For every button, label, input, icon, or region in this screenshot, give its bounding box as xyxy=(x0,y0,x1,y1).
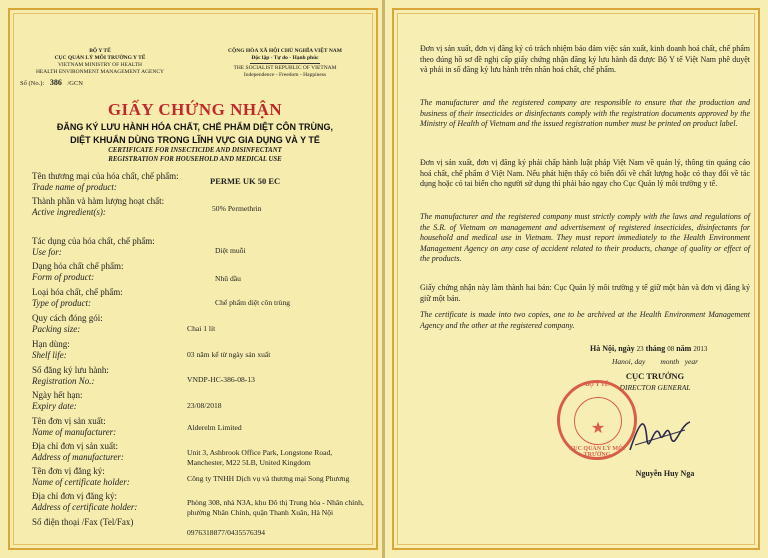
republic-motto: Độc lập - Tự do - Hạnh phúc xyxy=(251,55,319,61)
field-expiry xyxy=(32,390,82,412)
field-label-vi: Ngày hết hạn: xyxy=(32,390,83,400)
field-registration-no xyxy=(32,365,109,387)
value-holder-address: Phòng 308, nhà N3A, khu Đô thị Trung hòa - Nhân chính, phường Nhân Chính, quận Thanh Xuân, Hà Nội xyxy=(187,498,364,517)
field-manufacturer xyxy=(32,416,116,438)
subtitle-en-line-2: REGISTRATION FOR HOUSEHOLD AND MEDICAL USE xyxy=(108,155,282,163)
republic-name-en: THE SOCIALIST REPUBLIC OF VIETNAM xyxy=(233,65,337,71)
certificate-subtitle xyxy=(20,121,370,147)
field-label-vi: Số điện thoại /Fax (Tel/Fax) xyxy=(32,517,134,527)
field-label-en: Address of manufacturer: xyxy=(32,452,124,462)
field-label-en: Name of certificate holder: xyxy=(32,477,130,487)
field-label-vi: Tên đơn vị đăng ký: xyxy=(32,466,105,476)
field-label-en: Shelf life: xyxy=(32,350,67,360)
seal-bottom-text: CỤC QUẢN LÝ MÔI TRƯỜNG xyxy=(568,446,626,458)
field-packing xyxy=(32,313,103,335)
date-day: 23 xyxy=(636,345,644,353)
field-label-en: Expiry date: xyxy=(32,401,77,411)
field-label-en: Name of manufacturer: xyxy=(32,427,117,437)
subtitle-line-1: ĐĂNG KÝ LƯU HÀNH HÓA CHẤT, CHẾ PHẨM DIỆT CÔN TRÙNG, xyxy=(56,122,334,132)
issue-date xyxy=(590,344,760,353)
seal-star-icon: ★ xyxy=(590,420,606,437)
field-label-en: Type of product: xyxy=(32,298,91,308)
value-expiry: 23/08/2018 xyxy=(187,401,222,410)
value-phone: 0976318877/0435576394 xyxy=(187,528,266,537)
field-label-vi: Tên đơn vị sản xuất: xyxy=(32,416,106,426)
number-value: 386 xyxy=(49,78,62,87)
issuer-agency: CỤC QUẢN LÝ MÔI TRƯỜNG Y TẾ xyxy=(54,55,146,61)
field-active-ingredient xyxy=(32,196,164,218)
signature-icon xyxy=(625,410,695,460)
issuer-ministry: BỘ Y TẾ xyxy=(89,48,111,54)
issuer-ministry-en: VIETNAM MINISTRY OF HEALTH xyxy=(57,62,143,68)
paragraph-1-vi: Đơn vị sản xuất, đơn vị đăng ký có trách nhiệm bảo đảm việc sản xuất, kinh doanh hoá chất, chế phẩm theo đúng hồ sơ đề nghị cấp giấy chứng nhận đăng ký lưu hành đã được Bộ Y tế Việt Nam phê duyệt và phải in số đăng ký lưu hành trên nhãn hoá chất, chế phẩm. xyxy=(420,44,750,74)
value-trade-name: PERME UK 50 EC xyxy=(210,176,281,186)
number-label: Số (No.): xyxy=(20,80,45,87)
field-label-vi: Tác dụng của hóa chất, chế phẩm: xyxy=(32,236,155,246)
paragraph-2-en: The manufacturer and the registered company must strictly comply with the laws and regulations of the S.R. of Vietnam on management and advertisement of registered insecticides, disinfectants for household and medical use in Vietnam. They must report immediately to the Health Environment Management Agency on any case of accident related to their products, change of quality or effect of the products. xyxy=(420,212,750,263)
issuer-agency-en: HEALTH ENVIRONMENT MANAGEMENT AGENCY xyxy=(35,69,165,75)
field-label-en: Registration No.: xyxy=(32,376,95,386)
subtitle-line-2: DIỆT KHUẨN DÙNG TRONG LĨNH VỰC GIA DỤNG VÀ Y TẾ xyxy=(70,135,320,145)
certificate-title: GIẤY CHỨNG NHẬN xyxy=(107,100,283,119)
seal-top-text: BỘ Y TẾ xyxy=(585,382,609,388)
value-manufacturer: Alderelm Limited xyxy=(187,423,242,432)
field-holder xyxy=(32,466,130,488)
paragraph-1-en: The manufacturer and the registered company are responsible to ensure that the production and business of their insecticides or disinfectants comply with the registration documents approved by the Ministry of Health of Vietnam and the issued registration number must be printed on product label. xyxy=(420,98,750,128)
republic-motto-en: Independence - Freedom - Happiness xyxy=(243,72,327,78)
field-label-vi: Dạng hóa chất chế phẩm: xyxy=(32,261,124,271)
date-year: 2013 xyxy=(693,345,708,353)
issue-date-en: Hanoi, day month year xyxy=(612,357,699,366)
value-manufacturer-address: Unit 3, Ashbrook Office Park, Longstone Road, Manchester, M22 5LB, United Kingdom xyxy=(187,448,333,467)
field-label-en: Trade name of product: xyxy=(32,182,117,192)
certificate-subtitle-en xyxy=(20,147,370,164)
date-month: 08 xyxy=(667,345,675,353)
field-label-en: Packing size: xyxy=(32,324,81,334)
value-active-ingredient: 50% Permethrin xyxy=(212,204,262,213)
signer-title-en: DIRECTOR GENERAL xyxy=(619,383,691,392)
field-label-vi: Thành phần và hàm lượng hoạt chất: xyxy=(32,196,165,206)
value-use: Diệt muỗi xyxy=(215,246,246,255)
value-shelf-life: 03 năm kể từ ngày sản xuất xyxy=(187,350,271,359)
field-type xyxy=(32,287,123,309)
date-month-label: tháng xyxy=(645,344,666,353)
signer-name: Nguyễn Huy Nga xyxy=(635,469,695,478)
field-label-en: Address of certificate holder: xyxy=(32,502,138,512)
motto-underline xyxy=(250,63,320,64)
field-label-en: Use for: xyxy=(32,247,62,257)
paragraph-2-vi: Đơn vị sản xuất, đơn vị đăng ký phải chấp hành luật pháp Việt Nam về quản lý, thông tin quảng cáo hoá chất, chế phẩm ở Việt Nam. Nếu phát hiện thấy có biến đổi về chất lượng hoặc có thay đổi về tác dụng hoặc có tai biến cho người sử dụng thì phải báo ngay cho Cục Quản lý môi trường y tế. xyxy=(420,158,750,188)
certificate-number xyxy=(20,79,180,87)
republic-header xyxy=(200,48,370,79)
field-shelf-life xyxy=(32,339,70,361)
value-registration-no: VNDP-HC-386-08-13 xyxy=(187,375,255,384)
field-label-vi: Quy cách đóng gói: xyxy=(32,313,103,323)
seal-inner-ring xyxy=(574,397,622,445)
value-type: Chế phẩm diệt côn trùng xyxy=(215,298,291,307)
value-packing: Chai 1 lít xyxy=(187,324,216,333)
field-label-vi: Loại hóa chất, chế phẩm: xyxy=(32,287,123,297)
value-holder: Công ty TNHH Dịch vụ và thương mại Song Phương xyxy=(187,474,350,483)
field-label-vi: Tên thương mại của hóa chất, chế phẩm: xyxy=(32,171,179,181)
field-use xyxy=(32,236,155,258)
signer-title: CỤC TRƯỞNG xyxy=(625,371,685,381)
date-place: Hà Nội, ngày xyxy=(590,344,635,353)
field-label-en: Form of product: xyxy=(32,272,95,282)
field-phone xyxy=(32,517,133,528)
field-label-vi: Địa chỉ đơn vị đăng ký: xyxy=(32,491,117,501)
paragraph-3-en: The certificate is made into two copies, one to be archived at the Health Environment Management Agency and the other at the registered company. xyxy=(420,310,750,330)
paragraph-3-vi: Giấy chứng nhận này làm thành hai bản: Cục Quản lý môi trường y tế giữ một bản và đơn vị đăng ký giữ một bản. xyxy=(420,283,750,303)
field-label-vi: Số đăng ký lưu hành: xyxy=(32,365,109,375)
field-holder-address xyxy=(32,491,137,513)
subtitle-en-line-1: CERTIFICATE FOR INSECTICIDE AND DISINFECTANT xyxy=(108,147,282,154)
republic-name: CỘNG HÒA XÃ HỘI CHỦ NGHĨA VIỆT NAM xyxy=(228,48,342,54)
field-trade-name xyxy=(32,171,179,193)
value-form: Nhũ dầu xyxy=(215,274,241,283)
number-suffix: /GCN xyxy=(67,80,83,87)
field-manufacturer-address xyxy=(32,441,124,463)
field-label-vi: Địa chỉ đơn vị sản xuất: xyxy=(32,441,118,451)
field-label-en: Active ingredient(s): xyxy=(32,207,106,217)
issuer-header xyxy=(20,48,180,87)
field-form xyxy=(32,261,123,283)
date-year-label: năm xyxy=(676,344,692,353)
field-label-vi: Hạn dùng: xyxy=(32,339,70,349)
